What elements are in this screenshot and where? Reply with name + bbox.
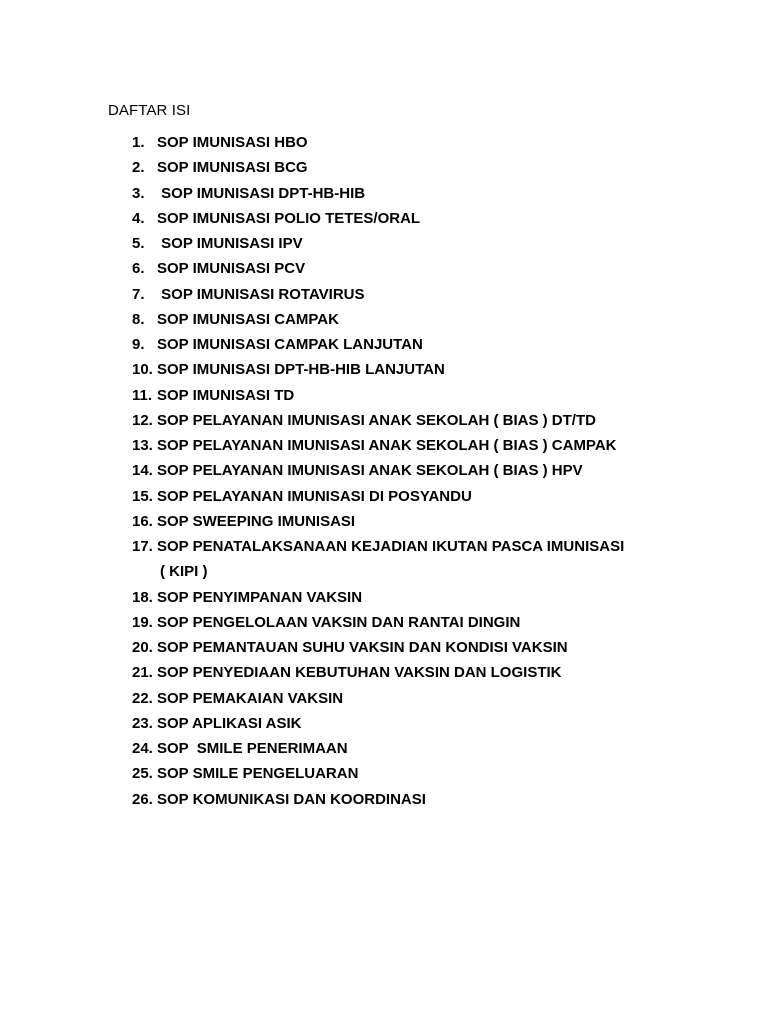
toc-item-text: SOP IMUNISASI PCV [157, 260, 306, 278]
toc-item-number: 11. [132, 386, 153, 404]
toc-item-number: 8. [132, 310, 145, 328]
toc-item [0, 386, 768, 411]
toc-item-number: 14. [132, 462, 153, 480]
toc-item-text: SOP IMUNISASI POLIO TETES/ORAL [157, 209, 421, 227]
toc-item-text: SOP PELAYANAN IMUNISASI ANAK SEKOLAH ( BIAS ) HPV [157, 462, 583, 480]
toc-item-text: SOP PENATALAKSANAAN KEJADIAN IKUTAN PASCA IMUNISASI [157, 538, 625, 555]
toc-item [0, 663, 768, 688]
toc-item-number: 25. [132, 765, 153, 783]
toc-item-text-continuation: ( KIPI ) [160, 563, 208, 580]
toc-item-text: SOP PENYIMPANAN VAKSIN [157, 588, 363, 606]
toc-item [0, 588, 768, 613]
toc-item-number: 3. [132, 184, 145, 202]
toc-item [0, 234, 768, 259]
toc-item-number: 1. [132, 134, 145, 151]
toc-item [0, 487, 768, 512]
toc-item-text: SOP PEMANTAUAN SUHU VAKSIN DAN KONDISI VAKSIN [157, 639, 568, 656]
toc-item-text: SOP SMILE PENGELUARAN [157, 765, 359, 783]
toc-item [0, 436, 768, 461]
page-title: DAFTAR ISI [108, 102, 191, 119]
toc-item-number: 5. [132, 235, 145, 252]
toc-item [0, 537, 768, 588]
toc-item-number: 21. [132, 664, 153, 682]
toc-item [0, 714, 768, 739]
toc-item [0, 184, 768, 209]
toc-item-text: SOP IMUNISASI BCG [157, 159, 308, 177]
toc-item-text: SOP IMUNISASI TD [157, 386, 295, 404]
toc-item-number: 10. [132, 361, 153, 379]
toc-item-number: 12. [132, 411, 153, 429]
toc-item-text: SOP IMUNISASI DPT-HB-HIB [157, 184, 366, 202]
toc-item [0, 310, 768, 335]
toc-item-text: SOP PENYEDIAAN KEBUTUHAN VAKSIN DAN LOGISTIK [157, 664, 562, 682]
table-of-contents [0, 133, 768, 815]
toc-item-text: SOP IMUNISASI DPT-HB-HIB LANJUTAN [157, 361, 445, 379]
toc-item-number: 23. [132, 714, 153, 732]
toc-item [0, 512, 768, 537]
toc-item-number: 6. [132, 260, 145, 278]
toc-item-number: 4. [132, 209, 145, 227]
toc-item [0, 133, 768, 158]
toc-item-text: SOP IMUNISASI IPV [157, 235, 303, 252]
toc-item-text: SOP SMILE PENERIMAAN [157, 740, 348, 757]
toc-item-number: 18. [132, 588, 153, 606]
toc-item-text: SOP PELAYANAN IMUNISASI ANAK SEKOLAH ( BIAS ) CAMPAK [157, 437, 617, 454]
toc-item-number: 13. [132, 437, 153, 454]
toc-item [0, 259, 768, 284]
toc-item [0, 764, 768, 789]
toc-item [0, 689, 768, 714]
toc-item-number: 9. [132, 336, 145, 353]
toc-item-text: SOP PELAYANAN IMUNISASI DI POSYANDU [157, 487, 472, 505]
toc-item-number: 7. [132, 285, 145, 303]
toc-item-number: 2. [132, 159, 145, 177]
toc-item-number: 17. [132, 538, 153, 555]
toc-item-text: SOP IMUNISASI HBO [157, 134, 308, 151]
toc-item-number: 20. [132, 639, 153, 656]
toc-item [0, 158, 768, 183]
toc-item [0, 335, 768, 360]
toc-item-number: 15. [132, 487, 153, 505]
toc-item-text: SOP IMUNISASI CAMPAK [157, 310, 339, 328]
toc-item [0, 461, 768, 486]
toc-item-number: 19. [132, 613, 153, 631]
toc-item-number: 16. [132, 512, 153, 530]
toc-item [0, 209, 768, 234]
toc-item [0, 739, 768, 764]
toc-item [0, 613, 768, 638]
toc-item-text: SOP SWEEPING IMUNISASI [157, 512, 356, 530]
toc-item [0, 360, 768, 385]
toc-item [0, 790, 768, 815]
toc-item-text: SOP KOMUNIKASI DAN KOORDINASI [157, 790, 426, 808]
toc-item-text: SOP IMUNISASI ROTAVIRUS [157, 285, 365, 303]
toc-item-number: 22. [132, 689, 153, 707]
toc-item [0, 411, 768, 436]
toc-item-text: SOP IMUNISASI CAMPAK LANJUTAN [157, 336, 423, 353]
toc-item-text: SOP PEMAKAIAN VAKSIN [157, 689, 344, 707]
toc-item [0, 285, 768, 310]
toc-item-text: SOP PENGELOLAAN VAKSIN DAN RANTAI DINGIN [157, 613, 521, 631]
toc-item [0, 638, 768, 663]
toc-item-number: 24. [132, 740, 153, 757]
toc-item-number: 26. [132, 790, 153, 808]
toc-item-text: SOP PELAYANAN IMUNISASI ANAK SEKOLAH ( BIAS ) DT/TD [157, 411, 596, 429]
toc-item-text: SOP APLIKASI ASIK [157, 714, 302, 732]
